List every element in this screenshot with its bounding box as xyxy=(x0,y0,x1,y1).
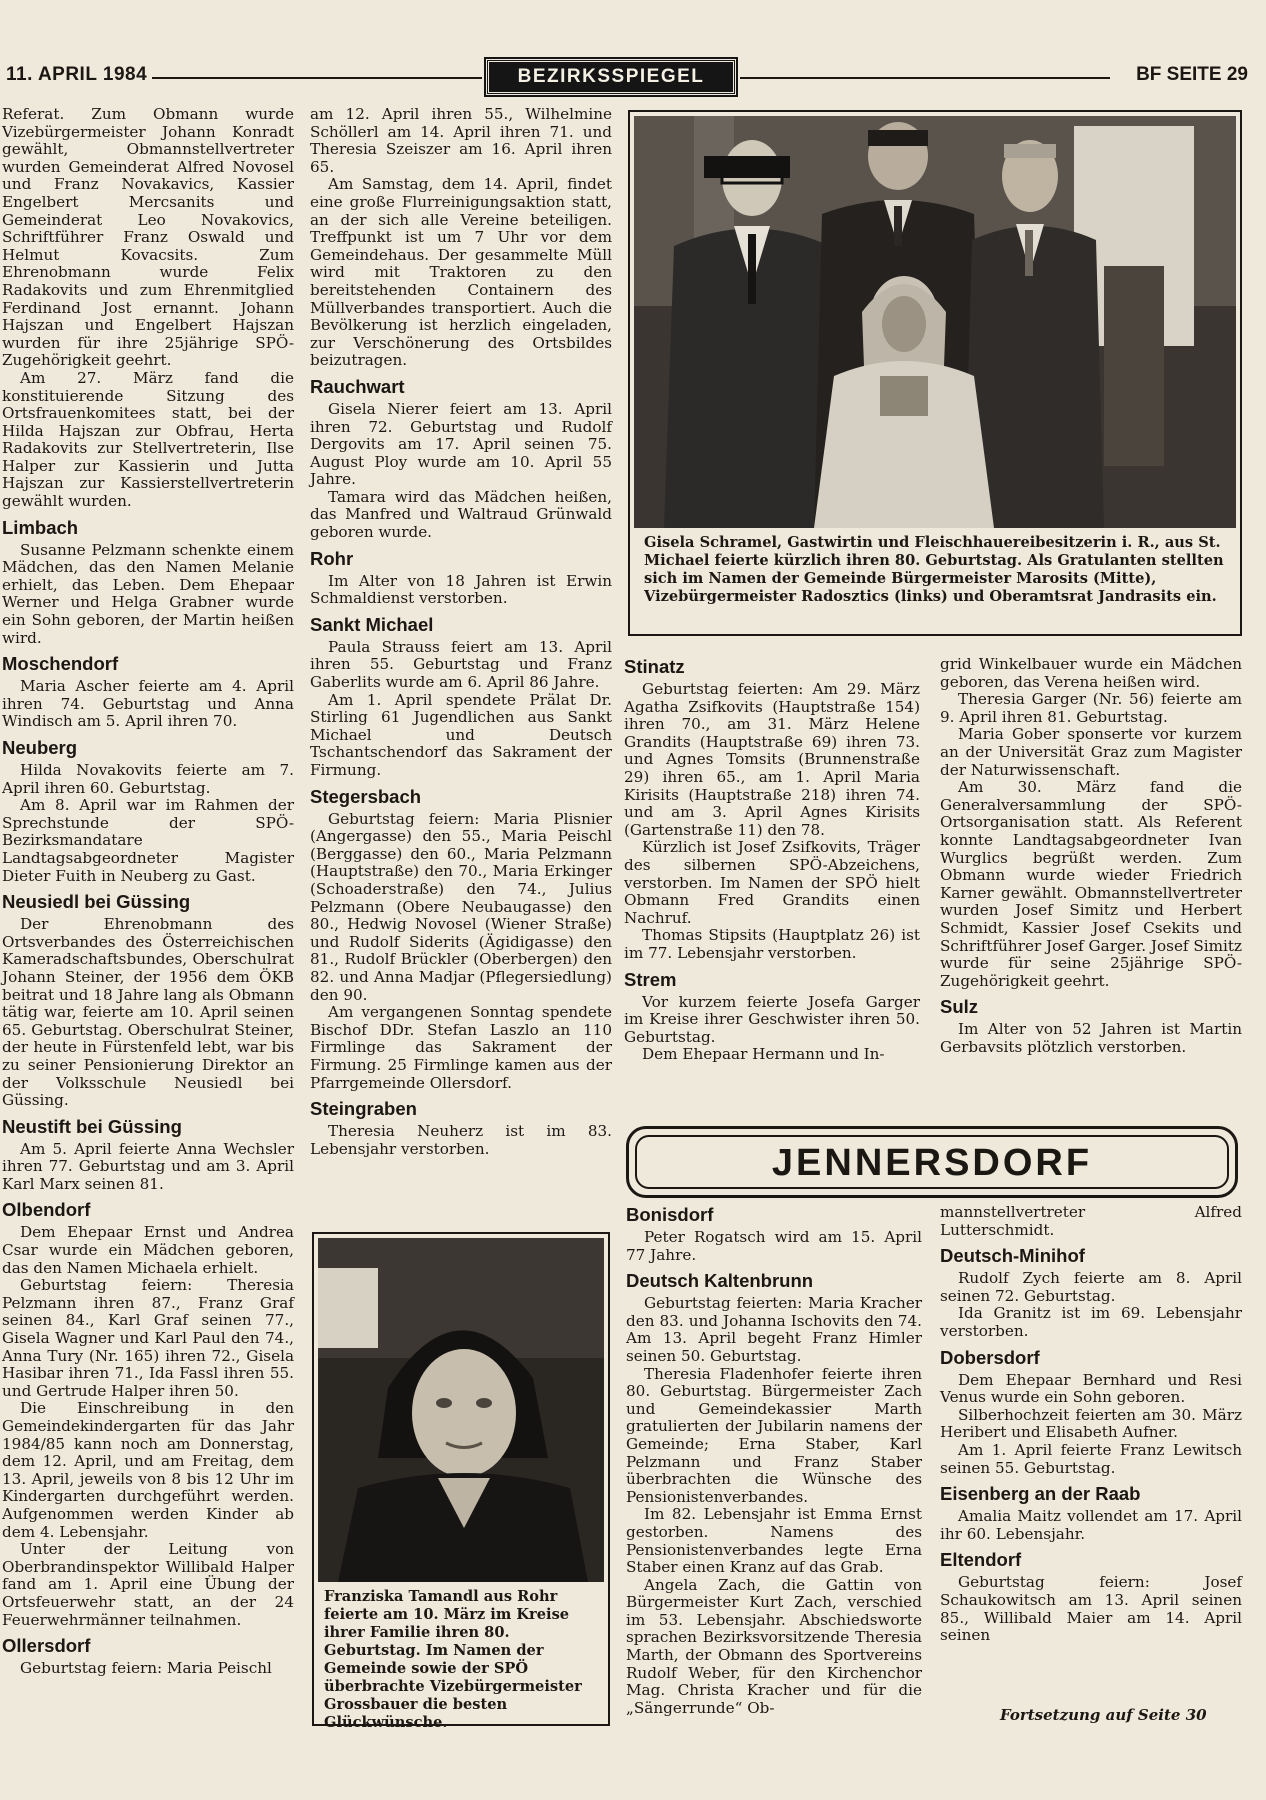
article-text: Referat. Zum Obmann wurde Vizebürgermeister Johann Konradt gewählt, Obmannstellvertreter wurden Gemeinderat Alfred Novosel und Franz Novakavics, Kassier Engelbert Mercsanits und Gemeinderat Leo Novakovics, Schriftführer Franz Oswald und Helmut Kovacsits. Zum Ehrenobmann wurde Felix Radakovits und zum Ehrenmitglied Ferdinand Jost ernannt. Johann Hajszan und Engelbert Hajszan wurden für ihre 25jährige SPÖ-Zugehörigkeit geehrt. xyxy=(2,105,294,370)
article-text: Amalia Maitz vollendet am 17. April ihr 60. Lebensjahr. xyxy=(940,1507,1242,1543)
article-text: Thomas Stipsits (Hauptplatz 26) ist im 77. Lebensjahr verstorben. xyxy=(624,926,920,962)
town-heading: Ollersdorf xyxy=(2,1635,91,1657)
column-1 xyxy=(2,106,294,1678)
page-number: BF SEITE 29 xyxy=(1136,64,1248,85)
column-4b xyxy=(940,1204,1242,1645)
town-heading: Sankt Michael xyxy=(310,613,434,635)
town-heading: Limbach xyxy=(2,516,79,538)
photo-caption-top: Gisela Schramel, Gastwirtin und Fleischhauereibesitzerin i. R., aus St. Michael feierte kürzlich ihren 80. Geburtstag. Als Gratulanten stellten sich im Namen der Gemeinde Bürgermeister Marosits (Mitte), Vizebürgermeister Radosztics (links) und Oberamtsrat Jandrasits ein. xyxy=(644,534,1224,605)
portrait-photo xyxy=(318,1238,604,1582)
article-text: Am 8. April war im Rahmen der Sprechstunde der SPÖ-Bezirksmandatare Landtagsabgeordneter Magister Dieter Fuith in Neuberg zu Gast. xyxy=(2,796,294,885)
town-heading: Stegersbach xyxy=(310,785,422,807)
column-4a xyxy=(626,1204,922,1717)
town-heading: Rohr xyxy=(310,547,354,569)
photo-caption-bottom: Franziska Tamandl aus Rohr feierte am 10. März im Kreise ihrer Familie ihren 80. Geburtstag. Im Namen der Gemeinde sowie der SPÖ überbrachte Vizebürgermeister Grossbauer die besten Glückwünsche. xyxy=(324,1588,582,1731)
article-text: Susanne Pelzmann schenkte einem Mädchen, das den Namen Melanie erhielt, das Leben. Dem Ehepaar Werner und Helga Grabner wurde ein Sohn geboren, der Martin heißen wird. xyxy=(2,540,294,647)
photo-box-bottom xyxy=(312,1232,610,1731)
town-heading: Stinatz xyxy=(624,656,685,677)
article-text: Geburtstag feiern: Maria Plisnier (Angergasse) den 55., Maria Peischl (Berggasse) den 60., Maria Pelzmann (Hauptstraße) den 70., Maria Erkinger (Schoaderstraße) den 74., Julius Pelzmann (Obere Neubaugasse) den 80., Hedwig Novosel (Wiener Straße) und Rudolf Siderits (Ägidigasse) den 81., Rudolf Brückler (Oberbergen) den 82. und Anna Madjar (Pflegersiedlung) den 90. xyxy=(310,809,612,1004)
town-heading: Eisenberg an der Raab xyxy=(940,1483,1141,1505)
article-text: Paula Strauss feiert am 13. April ihren 55. Geburtstag und Franz Gaberlits wurde am 6. April 86 Jahre. xyxy=(310,637,612,692)
town-heading: Neuberg xyxy=(2,737,78,758)
town-heading: Olbendorf xyxy=(2,1199,91,1221)
article-text: Hilda Novakovits feierte am 7. April ihren 60. Geburtstag. xyxy=(2,761,294,797)
article-text: Am 1. April feierte Franz Lewitsch seinen 55. Geburtstag. xyxy=(940,1440,1242,1477)
continued-note: Fortsetzung auf Seite 30 xyxy=(1000,1706,1207,1724)
article-text: Maria Gober sponserte vor kurzem an der Universität Graz zum Magister der Naturwissenschaft. xyxy=(940,725,1242,779)
region-banner-title: JENNERSDORF xyxy=(635,1135,1229,1189)
article-text: Theresia Garger (Nr. 56) feierte am 9. April ihren 81. Geburtstag. xyxy=(940,690,1242,726)
town-heading: Sulz xyxy=(940,996,979,1018)
article-text: Silberhochzeit feierten am 30. März Heribert und Elisabeth Aufner. xyxy=(940,1405,1242,1442)
column-2 xyxy=(310,106,612,1158)
article-text: Kürzlich ist Josef Zsifkovits, Träger des silbernen SPÖ-Abzeichens, verstorben. Im Namen der SPÖ hielt Obmann Fred Grandits einen Nachruf. xyxy=(624,838,920,927)
masthead xyxy=(0,58,1266,98)
article-text: Maria Ascher feierte am 4. April ihren 74. Geburtstag und Anna Windisch am 5. April ihren 70. xyxy=(2,677,294,731)
article-text: Geburtstag feierten: Am 29. März Agatha Zsifkovits (Hauptstraße 154) ihren 70., am 31. März Helene Grandits (Hauptstraße 69) ihren 73. und Agnes Tomsits (Brunnenstraße 29) ihren 65., am 1. April Maria Kirisits (Hauptstraße 218) ihren 74. und am 3. April Agnes Kirisits (Gartenstraße 11) den 78. xyxy=(624,680,920,839)
article-text: Unter der Leitung von Oberbrandinspektor Willibald Halper fand am 1. April eine Übung der Ortsfeuerwehr statt, an der 24 Feuerwehrmänner teilnahmen. xyxy=(2,1540,294,1629)
article-text: Angela Zach, die Gattin von Bürgermeister Kurt Zach, verschied im 53. Lebensjahr. Abschiedsworte sprachen Bezirksvorsitzende Theresia Marth, der Obmann des Sportvereins Rudolf Weber, für den Kirchenchor Mag. Christa Kracher und für die „Sängerrunde“ Ob- xyxy=(626,1575,922,1717)
article-text: Die Einschreibung in den Gemeindekindergarten für das Jahr 1984/85 kann noch am Donnerstag, dem 12. April, und am Freitag, dem 13. April, jeweils von 8 bis 12 Uhr im Kindergarten durchgeführt werden. Aufgenommen werden Kinder ab dem 4. Lebensjahr. xyxy=(2,1399,294,1541)
group-photo xyxy=(634,116,1236,528)
article-text: Der Ehrenobmann des Ortsverbandes des Österreichischen Kameradschaftsbundes, Oberschulrat Johann Steiner, der 1956 dem ÖKB beitrat und 18 Jahre lang als Obmann tätig war, feierte am 10. April seinen 65. Geburtstag. Oberschulrat Steiner, der heute in Fürstenfeld lebt, war bis zu seiner Pensionierung Direktor an der Volksschule Neusiedl bei Güssing. xyxy=(2,915,294,1110)
article-text: Ida Granitz ist im 69. Lebensjahr verstorben. xyxy=(940,1304,1242,1340)
article-text: Am 1. April spendete Prälat Dr. Stirling 61 Jugendlichen aus Sankt Michael und Deutsch Tschantschendorf das Sakrament der Firmung. xyxy=(310,690,612,779)
article-text: Im Alter von 52 Jahren ist Martin Gerbavsits plötzlich verstorben. xyxy=(940,1020,1242,1056)
article-text: Theresia Fladenhofer feierte ihren 80. Geburtstag. Bürgermeister Zach und Gemeindekassier Marth gratulierten der Jubilarin namens der Gemeinde; Erna Staber, Karl Pelzmann und Franz Staber überbrachten die Wünsche des Pensionistenverbandes. xyxy=(626,1364,922,1506)
article-text: Dem Ehepaar Bernhard und Resi Venus wurde ein Sohn geboren. xyxy=(940,1370,1242,1407)
column-3a xyxy=(624,656,920,1064)
town-heading: Neustift bei Güssing xyxy=(2,1115,182,1137)
region-banner xyxy=(626,1126,1238,1198)
town-heading: Bonisdorf xyxy=(626,1204,714,1225)
article-text: Am Samstag, dem 14. April, findet eine große Flurreinigungsaktion statt, an der sich alle Vereine beteiligen. Treffpunkt ist um 7 Uhr vor dem Gemeindehaus. Der gesammelte Müll wird mit Traktoren zu den bereitstehenden Containern des Müllverbandes transportiert. Auch die Bevölkerung ist herzlich eingeladen, zur Verschönerung des Ortsbildes beizutragen. xyxy=(310,175,612,370)
issue-date: 11. APRIL 1984 xyxy=(6,64,148,85)
masthead-rule-left xyxy=(152,77,482,79)
town-heading: Moschendorf xyxy=(2,653,119,675)
group-photo-image xyxy=(634,116,1236,528)
town-heading: Steingraben xyxy=(310,1098,417,1120)
section-title: BEZIRKSSPIEGEL xyxy=(486,59,736,95)
article-text: Rudolf Zych feierte am 8. April seinen 72. Geburtstag. xyxy=(940,1269,1242,1305)
article-text: Am vergangenen Sonntag spendete Bischof DDr. Stefan Laszlo an 110 Firmlinge das Sakrament der Firmung. 25 Firmlinge kamen aus der Pfarrgemeinde Ollersdorf. xyxy=(310,1003,612,1092)
town-heading: Neusiedl bei Güssing xyxy=(2,891,191,913)
article-text: Geburtstag feierten: Maria Kracher den 83. und Johanna Ischovits den 74. Am 13. April begeht Franz Himler seinen 50. Geburtstag. xyxy=(626,1294,922,1365)
article-text: Im 82. Lebensjahr ist Emma Ernst gestorben. Namens des Pensionistenverbandes legte Erna Staber einen Kranz auf das Grab. xyxy=(626,1505,922,1577)
article-text: Am 30. März fand die Generalversammlung der SPÖ-Ortsorganisation statt. Als Referent konnte Landtagsabgeordneter Ivan Wurglics begrüßt werden. Zum Obmann wurde wieder Friedrich Karner gewählt. Obmannstellvertreter wurden Josef Simitz und Herbert Schmidt, Kassier Josef Csekits und Schriftführer Josef Garger. Josef Simitz wurde für seine 25jährige SPÖ-Zugehörigkeit geehrt. xyxy=(940,778,1243,990)
town-heading: Deutsch-Minihof xyxy=(940,1245,1085,1267)
portrait-photo-image xyxy=(318,1238,604,1582)
article-text: Dem Ehepaar Ernst und Andrea Csar wurde ein Mädchen geboren, das den Namen Michaela erhielt. xyxy=(2,1223,294,1277)
article-text: Geburtstag feiern: Josef Schaukowitsch am 13. April seinen 85., Willibald Maier am 14. April seinen xyxy=(940,1573,1242,1645)
article-text: Dem Ehepaar Hermann und In- xyxy=(642,1045,885,1064)
article-text: grid Winkelbauer wurde ein Mädchen geboren, das Verena heißen wird. xyxy=(940,655,1242,691)
article-text: Am 27. März fand die konstituierende Sitzung des Ortsfrauenkomitees statt, bei der Hilda Hajszan zur Obfrau, Herta Radakovits zur Stellvertreterin, Ilse Halper zur Kassierin und Jutta Hajszan zur Kassierstellvertreterin gewählt wurden. xyxy=(2,368,294,511)
town-heading: Eltendorf xyxy=(940,1549,1022,1571)
article-text: Theresia Neuherz ist im 83. Lebensjahr verstorben. xyxy=(310,1122,612,1158)
article-text: Tamara wird das Mädchen heißen, das Manfred und Waltraud Grünwald geboren wurde. xyxy=(310,487,612,542)
article-text: am 12. April ihren 55., Wilhelmine Schöllerl am 14. April ihren 71. und Theresia Szeiszer am 16. April ihren 65. xyxy=(310,105,612,176)
town-heading: Rauchwart xyxy=(310,375,405,397)
article-text: Am 5. April feierte Anna Wechsler ihren 77. Geburtstag und am 3. April Karl Marx seinen 81. xyxy=(2,1139,294,1193)
photo-box-top xyxy=(628,110,1242,636)
town-heading: Deutsch Kaltenbrunn xyxy=(626,1270,814,1292)
article-text: Gisela Nierer feiert am 13. April ihren 72. Geburtstag und Rudolf Dergovits am 17. April seinen 75. August Ploy wurde am 10. April 55 Jahre. xyxy=(310,399,612,489)
column-3b xyxy=(940,656,1242,1056)
article-text: Geburtstag feiern: Maria Peischl xyxy=(20,1659,272,1678)
article-text: Vor kurzem feierte Josefa Garger im Kreise ihrer Geschwister ihren 50. Geburtstag. xyxy=(624,992,920,1046)
article-text: Im Alter von 18 Jahren ist Erwin Schmaldienst verstorben. xyxy=(310,571,612,608)
masthead-rule-right xyxy=(740,77,1110,79)
article-text: mannstellvertreter Alfred Lutterschmidt. xyxy=(940,1203,1242,1239)
article-text: Peter Rogatsch wird am 15. April 77 Jahre. xyxy=(626,1228,922,1264)
town-heading: Strem xyxy=(624,968,677,990)
article-text: Geburtstag feiern: Theresia Pelzmann ihren 87., Franz Graf seinen 84., Karl Graf seinen 77., Gisela Wagner und Karl Paul den 74., Anna Tury (Nr. 165) ihren 72., Gisela Hasibar ihren 71., Ida Fassl ihren 55. und Gertrude Halper ihren 50. xyxy=(2,1276,294,1400)
town-heading: Dobersdorf xyxy=(940,1346,1040,1368)
